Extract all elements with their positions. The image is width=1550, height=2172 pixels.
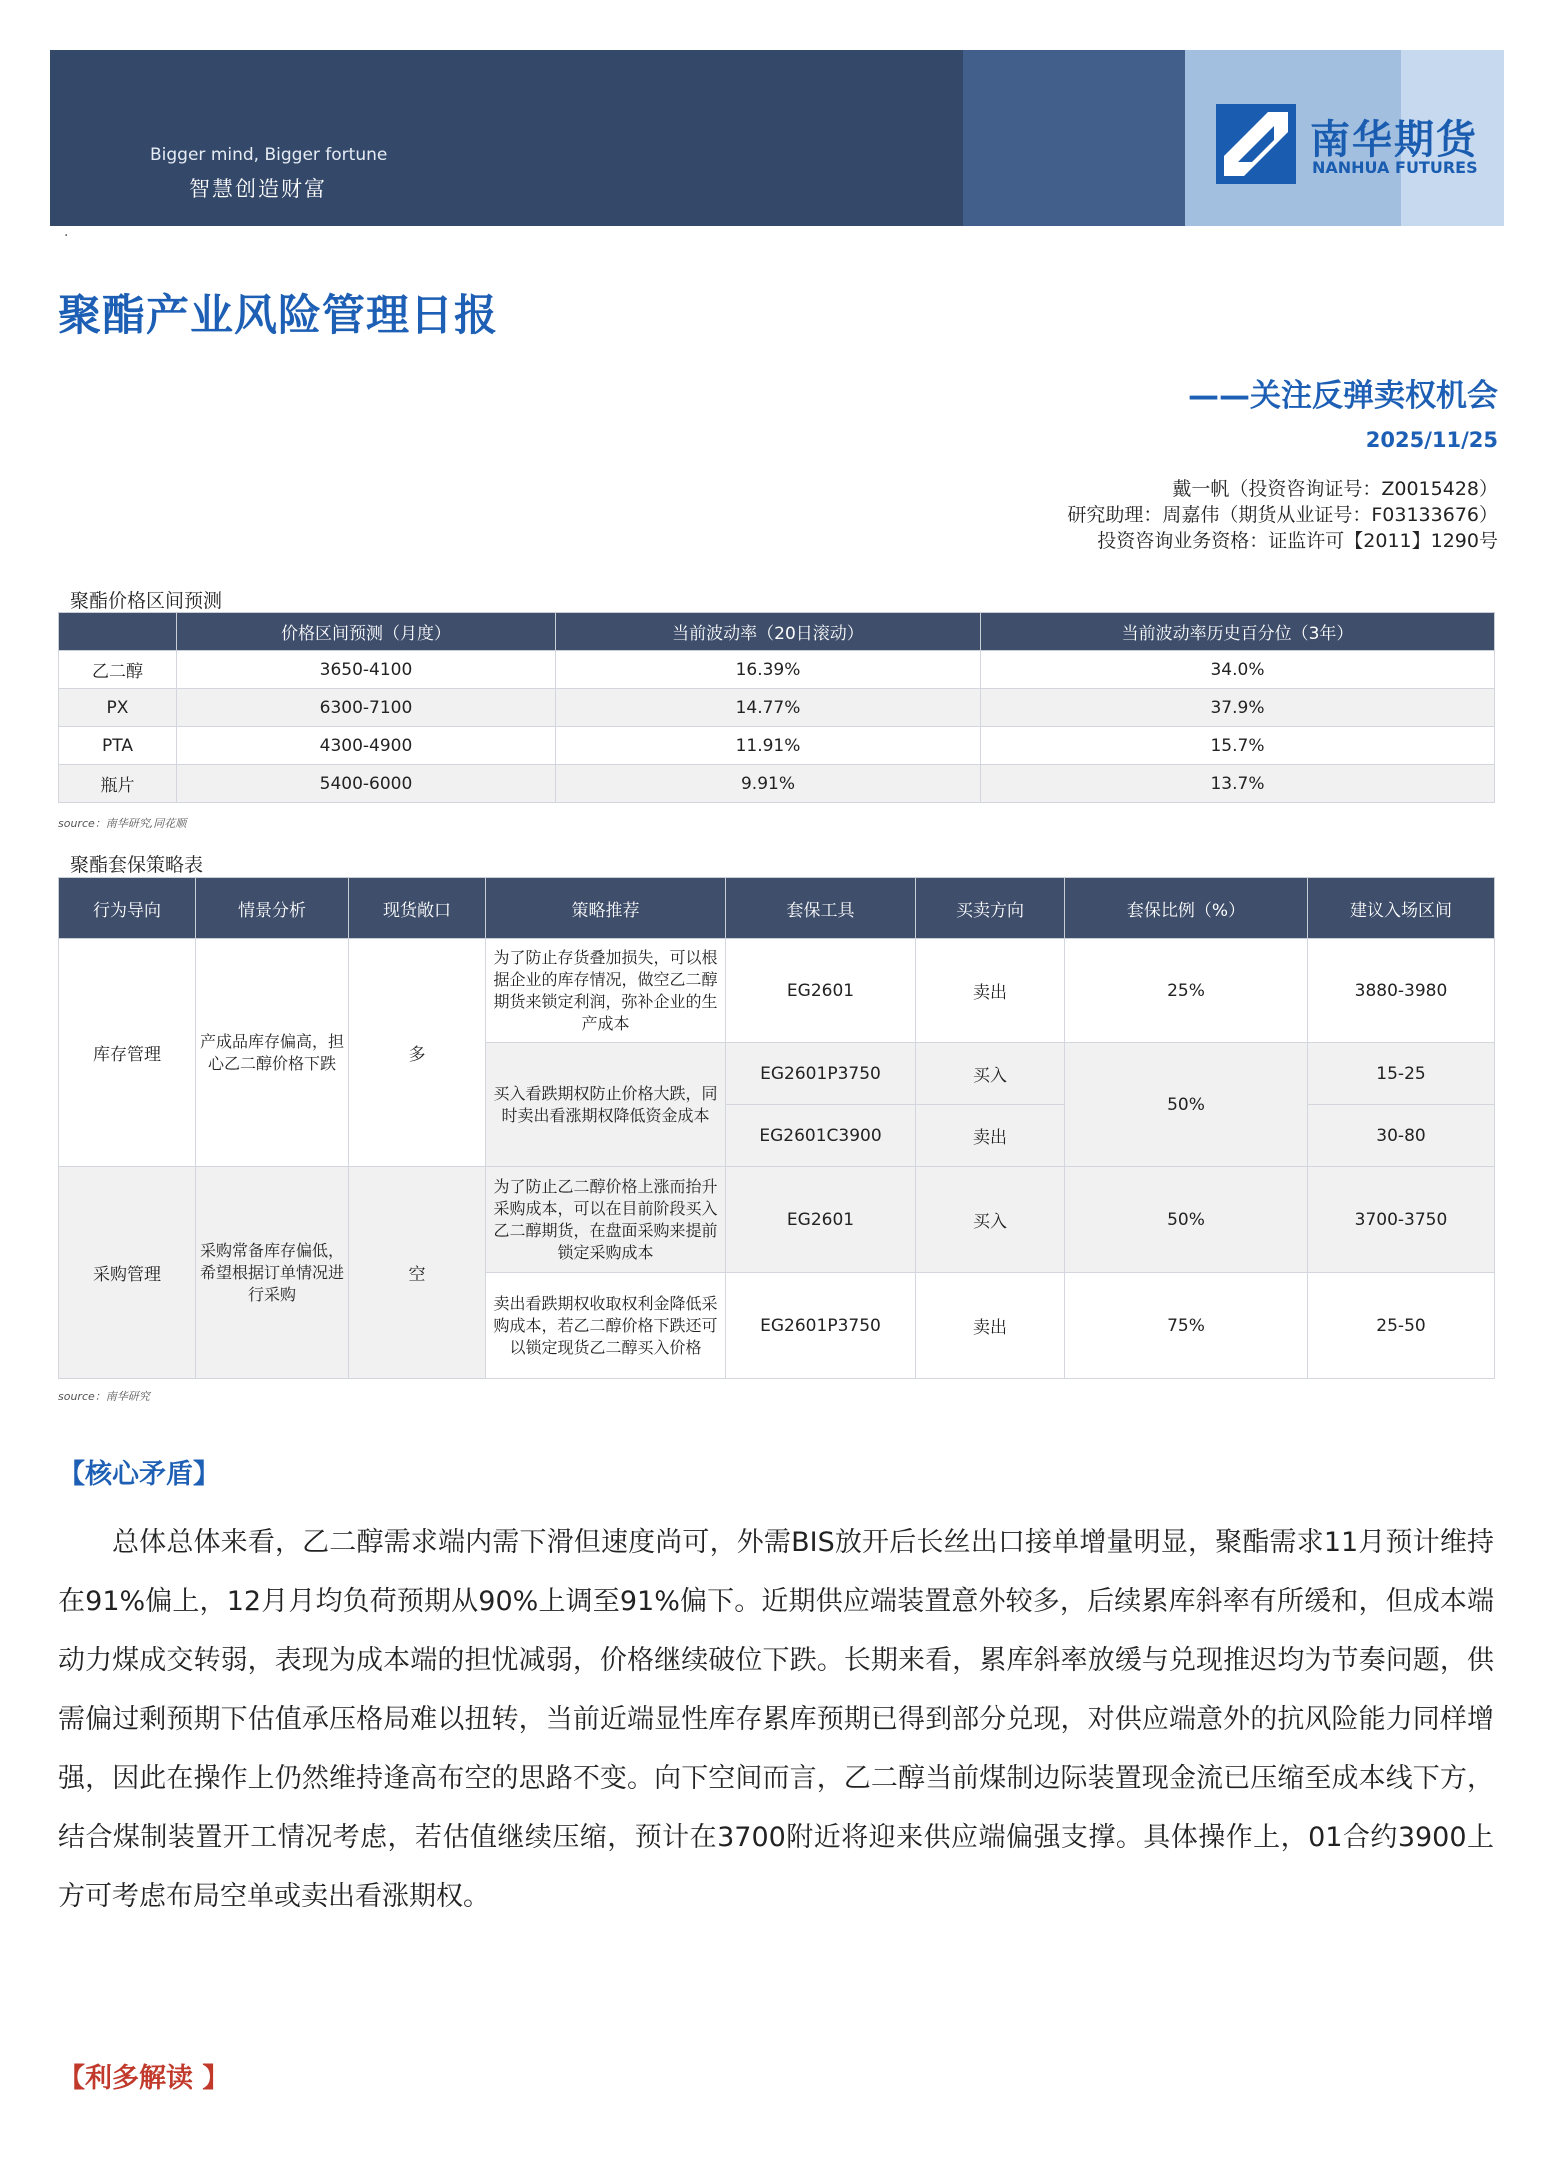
direction-cell: 卖出: [916, 1273, 1065, 1379]
table-cell: PTA: [59, 727, 177, 765]
banner-band-dark: [50, 50, 963, 226]
core-paragraph: 总体总体来看，乙二醇需求端内需下滑但速度尚可，外需BIS放开后长丝出口接单增量明显，聚酯需求11月预计维持在91%偏上，12月月均负荷预期从90%上调至91%偏下。近期供应端装置意外较多，后续累库斜率有所缓和，但成本端动力煤成交转弱，表现为成本端的担忧减弱，价格继续破位下跌。长期来看，累库斜率放缓与兑现推迟均为节奏问题，供需偏过剩预期下估值承压格局难以扭转，当前近端显性库存累库预期已得到部分兑现，对供应端意外的抗风险能力同样增强，因此在操作上仍然维持逢高布空的思路不变。向下空间而言，乙二醇当前煤制边际装置现金流已压缩至成本线下方，结合煤制装置开工情况考虑，若估值继续压缩，预计在3700附近将迎来供应端偏强支撑。具体操作上，01合约3900上方可考虑布局空单或卖出看涨期权。: [58, 1527, 1494, 1912]
table-cell: 乙二醇: [59, 651, 177, 689]
table-cell: 瓶片: [59, 765, 177, 803]
hedge-table-caption: 聚酯套保策略表: [70, 854, 204, 876]
header-banner: [50, 50, 1504, 226]
range-cell: 25-50: [1308, 1273, 1495, 1379]
hedge-table-source: source：南华研究: [58, 1390, 150, 1403]
exposure-cell: 多: [349, 939, 486, 1167]
table-cell: 13.7%: [981, 765, 1495, 803]
table-header-cell: 情景分析: [196, 878, 349, 939]
table-header-row: [59, 613, 1495, 651]
orientation-cell: 库存管理: [59, 939, 196, 1167]
strategy-cell: 为了防止乙二醇价格上涨而抬升采购成本，可以在目前阶段买入乙二醇期货，在盘面采购来提前锁定采购成本: [486, 1167, 726, 1273]
direction-cell: 卖出: [916, 1105, 1065, 1167]
table-cell: 15.7%: [981, 727, 1495, 765]
strategy-cell: 为了防止存货叠加损失，可以根据企业的库存情况，做空乙二醇期货来锁定利润，弥补企业的生产成本: [486, 939, 726, 1043]
table-row: [59, 727, 1495, 765]
strategy-cell: 买入看跌期权防止价格大跌，同时卖出看涨期权降低资金成本: [486, 1043, 726, 1167]
price-table-caption: 聚酯价格区间预测: [70, 590, 223, 612]
separator-dot: ·: [64, 228, 69, 244]
table-cell: 4300-4900: [177, 727, 556, 765]
table-cell: 37.9%: [981, 689, 1495, 727]
table-row: [59, 1167, 1495, 1273]
table-header-cell: 现货敞口: [349, 878, 486, 939]
table-header-cell: 行为导向: [59, 878, 196, 939]
tool-cell: EG2601C3900: [726, 1105, 916, 1167]
orientation-cell: 采购管理: [59, 1167, 196, 1379]
direction-cell: 买入: [916, 1167, 1065, 1273]
tool-cell: EG2601P3750: [726, 1273, 916, 1379]
table-header-cell: 策略推荐: [486, 878, 726, 939]
qualification-line: 投资咨询业务资格：证监许可【2011】1290号: [1097, 530, 1498, 552]
range-cell: 15-25: [1308, 1043, 1495, 1105]
report-date: 2025/11/25: [1365, 428, 1498, 452]
ratio-cell: 25%: [1065, 939, 1308, 1043]
table-header-cell: 价格区间预测（月度）: [177, 613, 556, 651]
tool-cell: EG2601P3750: [726, 1043, 916, 1105]
report-title: 聚酯产业风险管理日报: [58, 291, 498, 341]
price-table-source: source：南华研究,同花顺: [58, 817, 187, 830]
scenario-cell: 产成品库存偏高，担心乙二醇价格下跌: [196, 939, 349, 1167]
range-cell: 30-80: [1308, 1105, 1495, 1167]
tool-cell: EG2601: [726, 1167, 916, 1273]
table-header-row: [59, 878, 1495, 939]
slogan-chinese: 智慧创造财富: [189, 177, 327, 201]
ratio-cell: 75%: [1065, 1273, 1308, 1379]
bullish-section-title: 【利多解读 】: [58, 2063, 230, 2094]
table-cell: 3650-4100: [177, 651, 556, 689]
table-cell: 5400-6000: [177, 765, 556, 803]
range-cell: 3880-3980: [1308, 939, 1495, 1043]
scenario-cell: 采购常备库存偏低，希望根据订单情况进行采购: [196, 1167, 349, 1379]
strategy-cell: 卖出看跌期权收取权利金降低采购成本，若乙二醇价格下跌还可以锁定现货乙二醇买入价格: [486, 1273, 726, 1379]
table-header-cell: 套保比例（%）: [1065, 878, 1308, 939]
table-cell: 11.91%: [556, 727, 981, 765]
slogan-english: Bigger mind, Bigger fortune: [150, 145, 388, 165]
price-range-table: [58, 612, 1495, 803]
hedge-strategy-table: [58, 877, 1495, 1379]
table-row: [59, 765, 1495, 803]
direction-cell: 卖出: [916, 939, 1065, 1043]
table-header-cell: 当前波动率（20日滚动）: [556, 613, 981, 651]
table-row: [59, 939, 1495, 1043]
table-cell: 34.0%: [981, 651, 1495, 689]
table-header-cell: 当前波动率历史百分位（3年）: [981, 613, 1495, 651]
table-row: [59, 689, 1495, 727]
tool-cell: EG2601: [726, 939, 916, 1043]
table-header-cell: 建议入场区间: [1308, 878, 1495, 939]
ratio-cell: 50%: [1065, 1167, 1308, 1273]
table-row: [59, 651, 1495, 689]
assistant-line: 研究助理：周嘉伟（期货从业证号：F03133676）: [1067, 504, 1498, 526]
table-cell: PX: [59, 689, 177, 727]
table-cell: 9.91%: [556, 765, 981, 803]
range-cell: 3700-3750: [1308, 1167, 1495, 1273]
table-header-cell: 买卖方向: [916, 878, 1065, 939]
core-section-title: 【核心矛盾】: [58, 1459, 220, 1490]
author-line: 戴一帆（投资咨询证号：Z0015428）: [1172, 478, 1498, 500]
table-header-cell: 套保工具: [726, 878, 916, 939]
direction-cell: 买入: [916, 1043, 1065, 1105]
table-header-cell: [59, 613, 177, 651]
report-subtitle: ——关注反弹卖权机会: [1188, 378, 1498, 414]
table-cell: 16.39%: [556, 651, 981, 689]
ratio-cell: 50%: [1065, 1043, 1308, 1167]
nanhua-logo-icon: [1216, 104, 1296, 184]
logo-text-en: NANHUA FUTURES: [1312, 158, 1478, 177]
table-cell: 14.77%: [556, 689, 981, 727]
logo-text-cn: 南华期货: [1310, 117, 1478, 163]
table-cell: 6300-7100: [177, 689, 556, 727]
banner-band-mid: [963, 50, 1185, 226]
exposure-cell: 空: [349, 1167, 486, 1379]
